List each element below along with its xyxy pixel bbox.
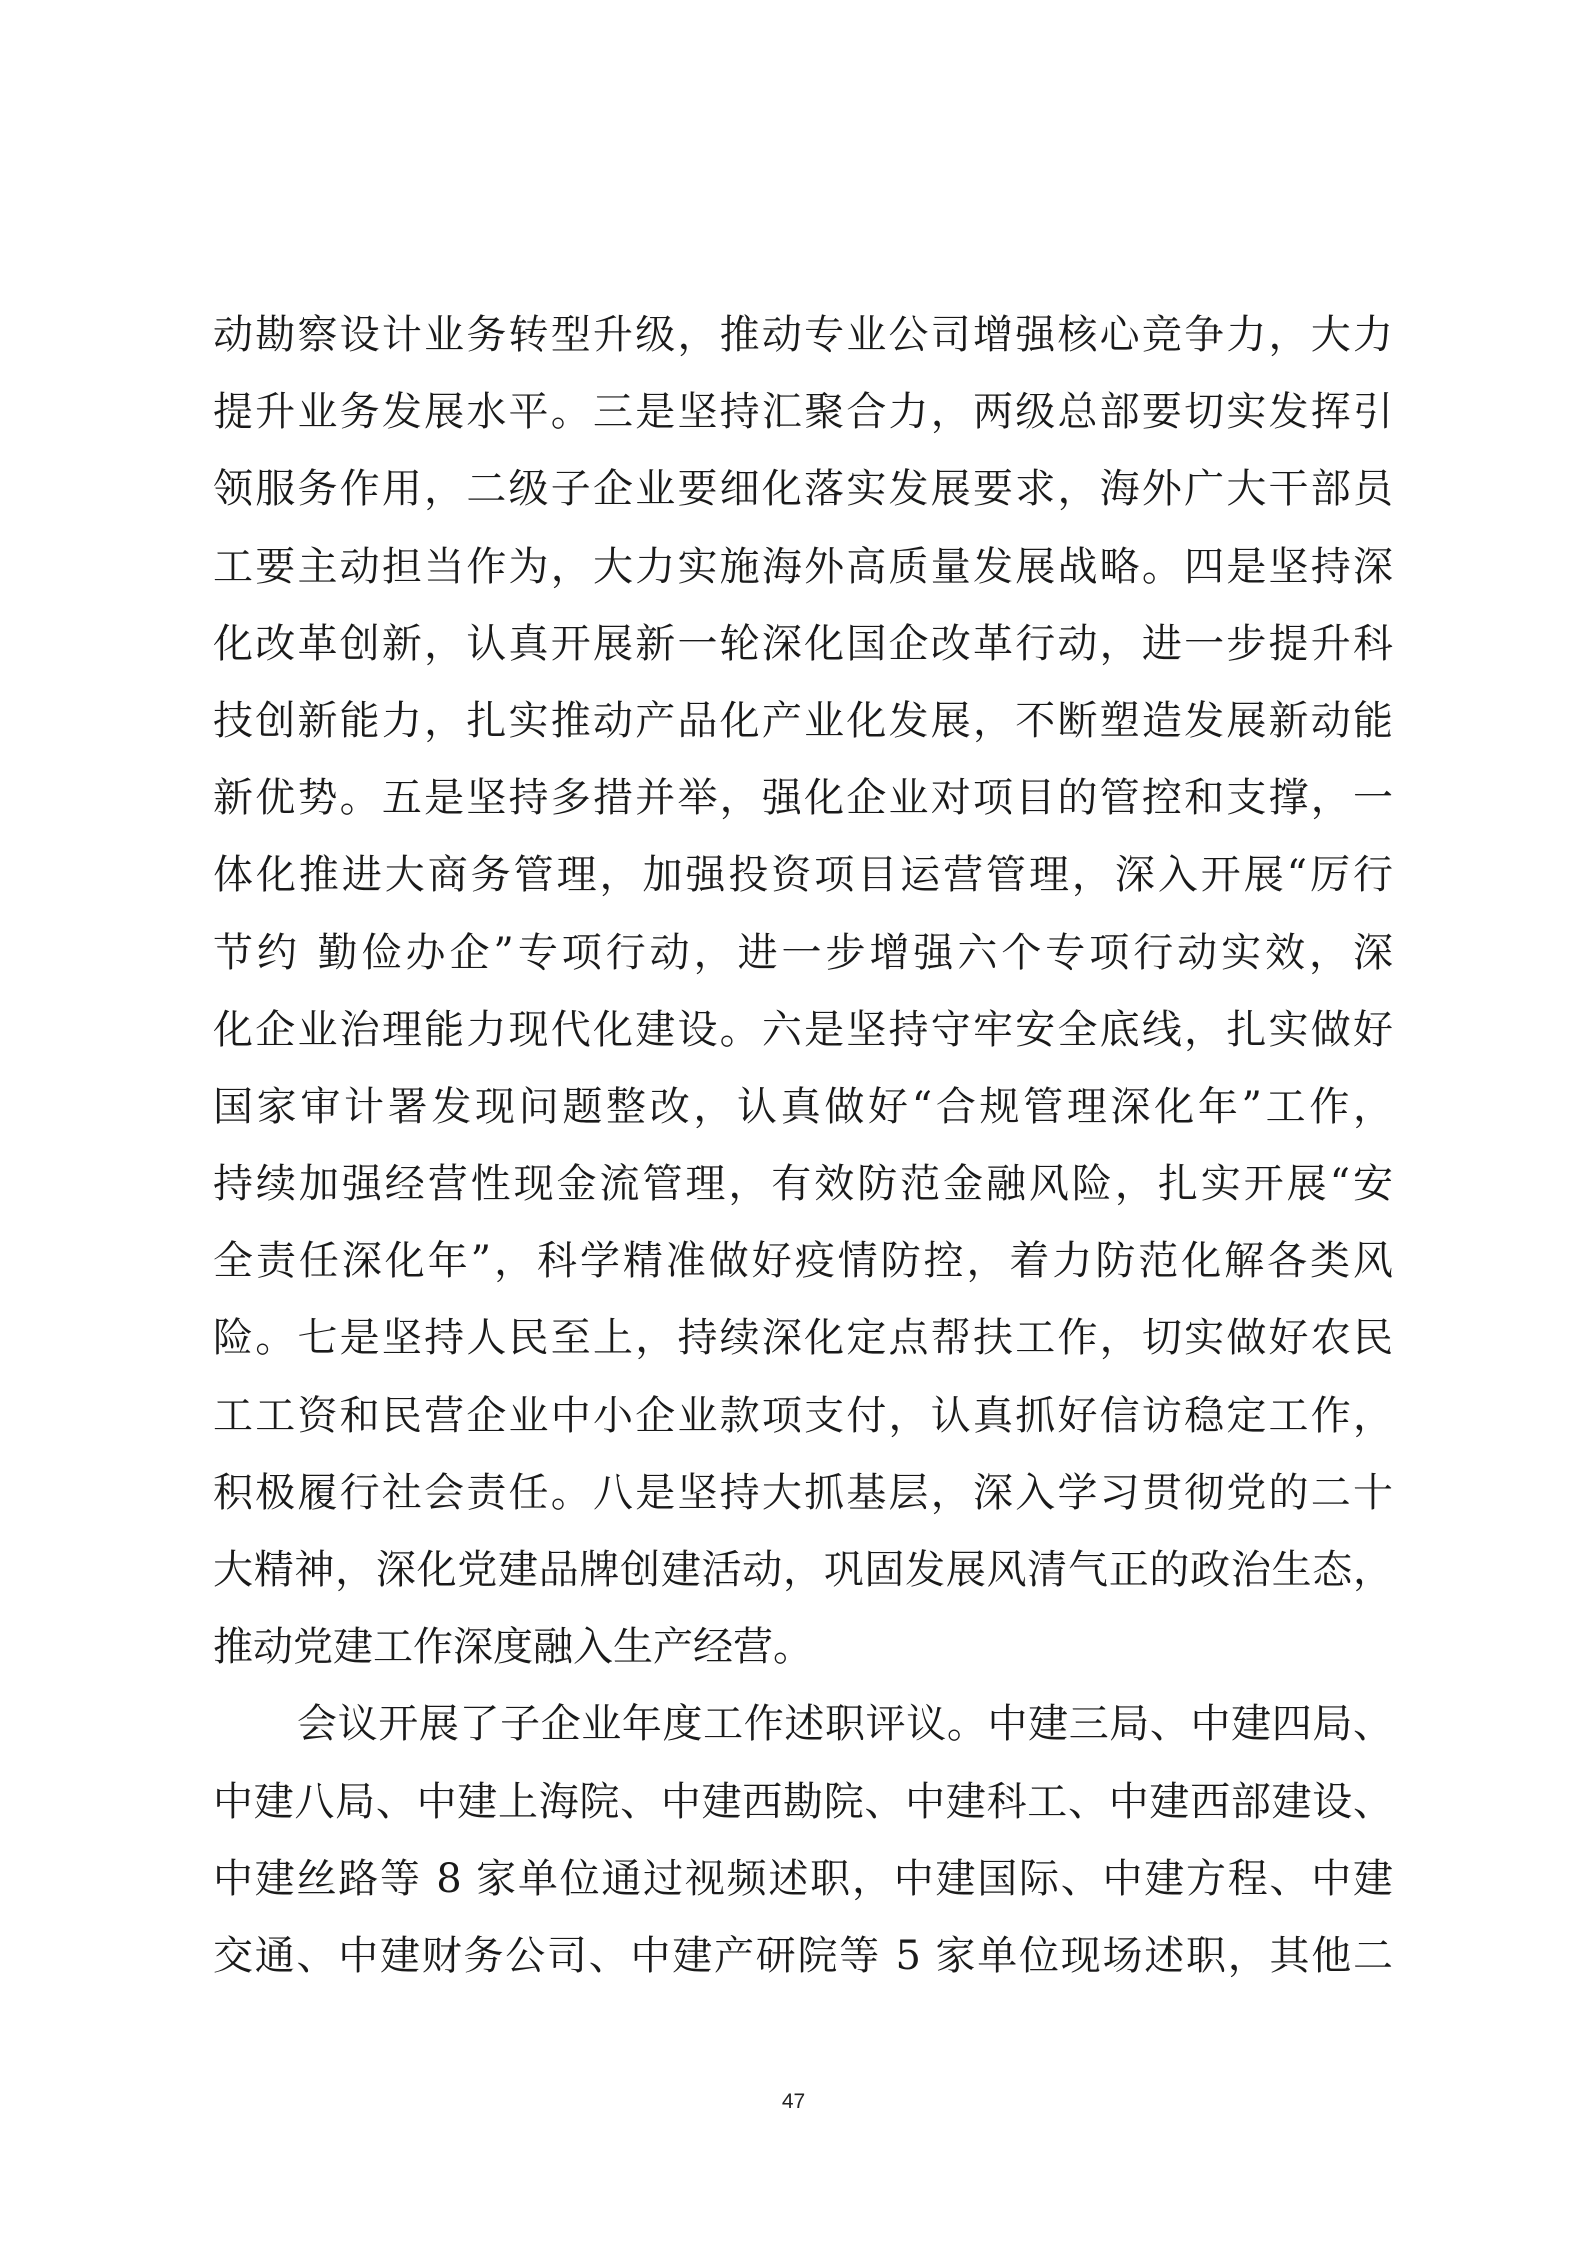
- text-line: 节约 勤俭办企”专项行动，进一步增强六个专项行动实效，深: [213, 929, 1393, 976]
- text-line: 积极履行社会责任。八是坚持大抓基层，深入学习贯彻党的二十: [213, 1469, 1393, 1516]
- text-line: 险。七是坚持人民至上，持续深化定点帮扶工作，切实做好农民: [213, 1315, 1393, 1362]
- body-text: [213, 297, 1393, 1995]
- text-line: 工工资和民营企业中小企业款项支付，认真抓好信访稳定工作，: [213, 1392, 1393, 1439]
- text-line: 提升业务发展水平。三是坚持汇聚合力，两级总部要切实发挥引: [213, 389, 1393, 436]
- text-line: 动勘察设计业务转型升级，推动专业公司增强核心竞争力，大力: [213, 312, 1393, 358]
- text-line: 化企业治理能力现代化建设。六是坚持守牢安全底线，扎实做好: [213, 1006, 1393, 1053]
- text-line: 持续加强经营性现金流管理，有效防范金融风险，扎实开展“安: [213, 1161, 1393, 1208]
- page-number: 47: [781, 2090, 806, 2113]
- text-line: 会议开展了子企业年度工作述职评议。中建三局、中建四局、: [297, 1701, 1393, 1748]
- text-line: 化改革创新，认真开展新一轮深化国企改革行动，进一步提升科: [213, 620, 1393, 667]
- text-line: 新优势。五是坚持多措并举，强化企业对项目的管控和支撑，一: [213, 775, 1393, 822]
- text-line: 大精神，深化党建品牌创建活动，巩固发展风清气正的政治生态，: [213, 1547, 1393, 1593]
- text-line: 交通、中建财务公司、中建产研院等 5 家单位现场述职，其他二: [213, 1932, 1393, 1979]
- text-line: 中建丝路等 8 家单位通过视频述职，中建国际、中建方程、中建: [213, 1855, 1393, 1902]
- text-line: 中建八局、中建上海院、中建西勘院、中建科工、中建西部建设、: [213, 1778, 1393, 1825]
- text-line: 国家审计署发现问题整改，认真做好“合规管理深化年”工作，: [213, 1083, 1393, 1130]
- text-line: 推动党建工作深度融入生产经营。: [213, 1624, 813, 1671]
- text-line: 工要主动担当作为，大力实施海外高质量发展战略。四是坚持深: [213, 543, 1393, 590]
- text-line: 体化推进大商务管理，加强投资项目运营管理，深入开展“厉行: [213, 852, 1393, 899]
- text-line: 全责任深化年”，科学精准做好疫情防控，着力防范化解各类风: [213, 1238, 1393, 1285]
- text-line: 领服务作用，二级子企业要细化落实发展要求，海外广大干部员: [213, 466, 1393, 513]
- text-line: 技创新能力，扎实推动产品化产业化发展，不断塑造发展新动能: [213, 697, 1393, 744]
